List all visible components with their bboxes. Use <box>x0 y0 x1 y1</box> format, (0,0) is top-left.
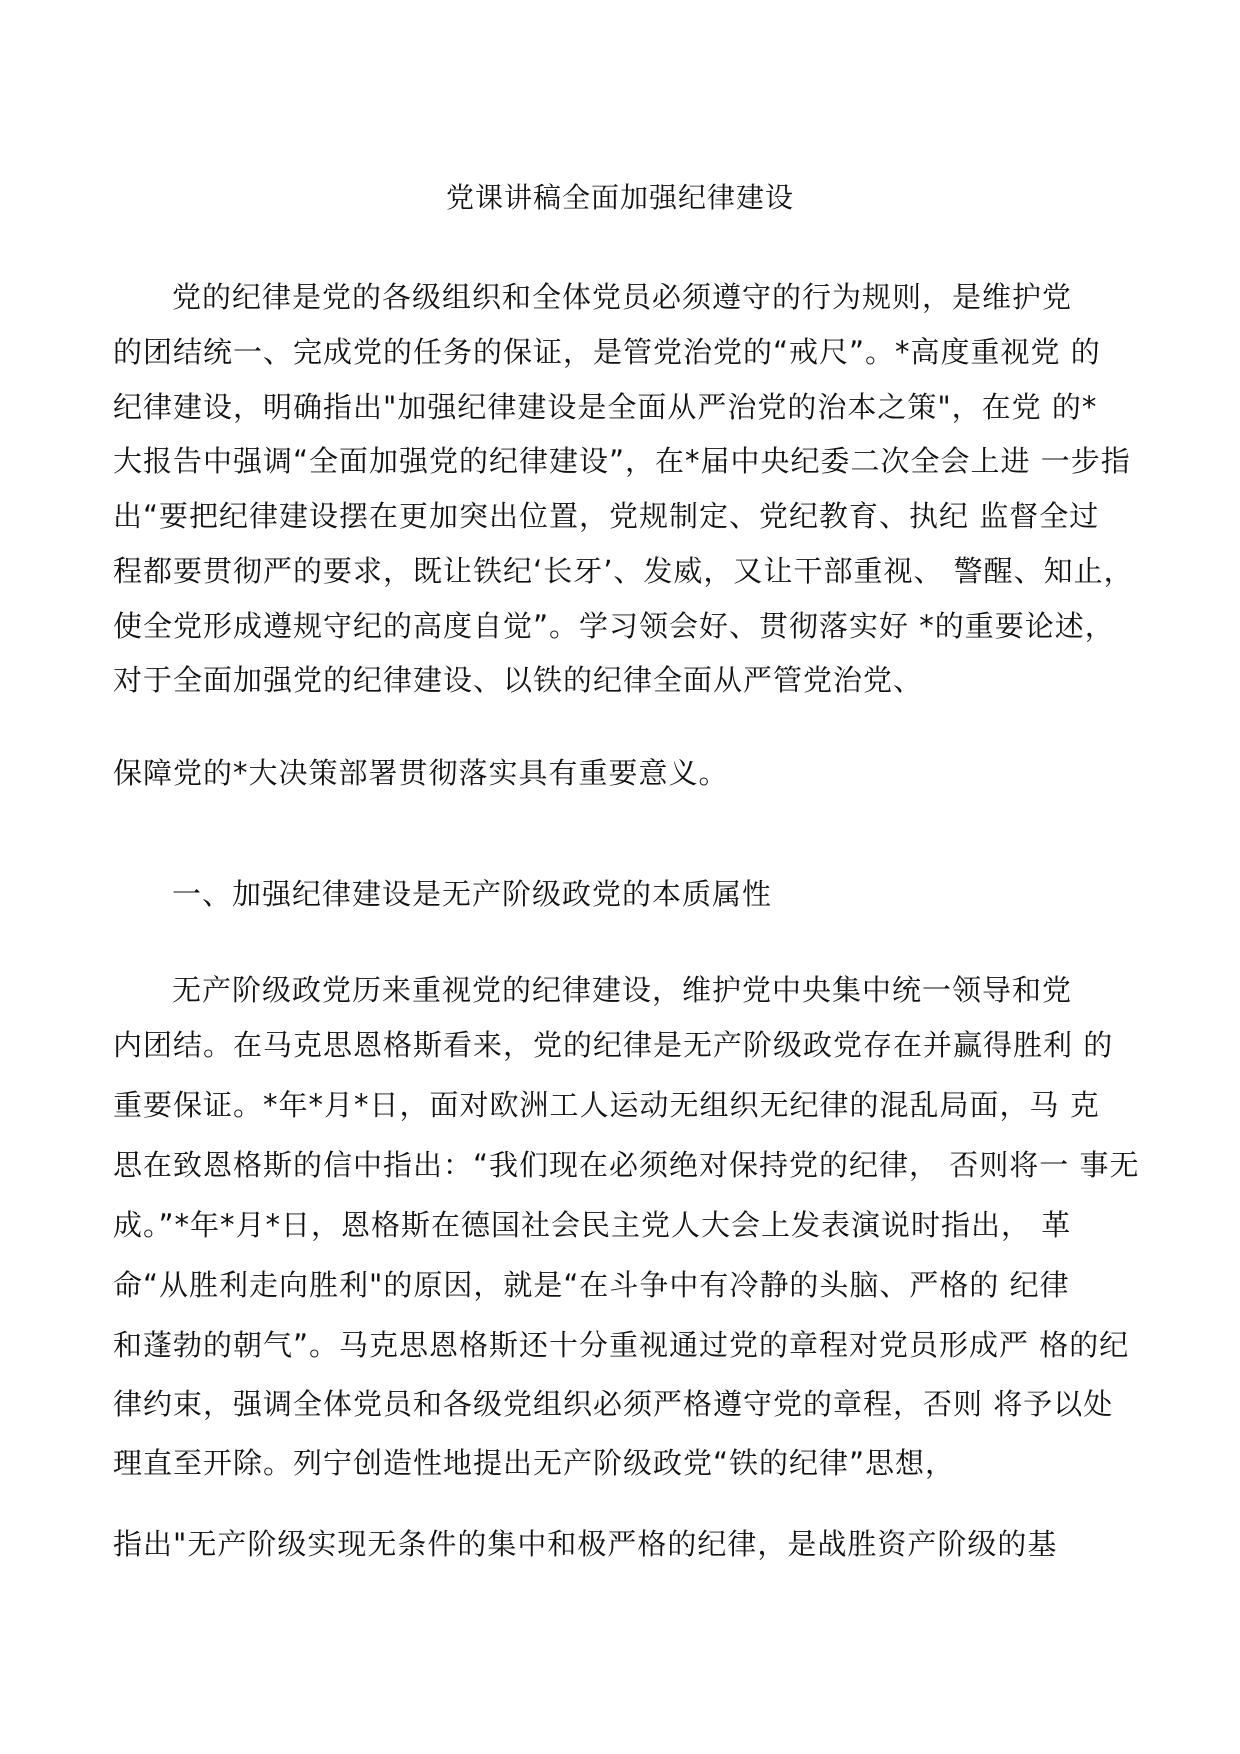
paragraph-line: 理直至开除。列宁创造性地提出无产阶级政党“铁的纪律”思想， <box>113 1446 956 1480</box>
paragraph-line: 命“从胜利走向胜利"的原因，就是“在斗争中有冷静的头脑、严格的 纪律 <box>113 1268 1070 1302</box>
paragraph-line: 对于全面加强党的纪律建设、以铁的纪律全面从严管党治党、 <box>113 663 924 697</box>
paragraph-line: 思在致恩格斯的信中指出：“我们现在必须绝对保持党的纪律， 否则将一 事无 <box>113 1148 1140 1182</box>
paragraph-line: 内团结。在马克思恩格斯看来，党的纪律是无产阶级政党存在并赢得胜利 的 <box>113 1028 1114 1062</box>
paragraph-line: 保障党的*大决策部署贯彻落实具有重要意义。 <box>113 756 729 790</box>
paragraph-line: 程都要贯彻严的要求，既让铁纪‘长牙’、发威，又让干部重视、 警醒、知止， <box>113 554 1134 588</box>
paragraph-line: 重要保证。*年*月*日，面对欧洲工人运动无组织无纪律的混乱局面，马 克 <box>113 1088 1100 1122</box>
paragraph-line: 党的纪律是党的各级组织和全体党员必须遵守的行为规则，是维护党 <box>172 280 1073 314</box>
paragraph-line: 使全党形成遵规守纪的高度自觉”。学习领会好、贯彻落实好 *的重要论述， <box>113 609 1115 643</box>
paragraph-line: 律约束，强调全体党员和各级党组织必须严格遵守党的章程，否则 将予以处 <box>113 1387 1114 1421</box>
paragraph-line: 大报告中强调“全面加强党的纪律建设”，在*届中央纪委二次全会上进 一步指 <box>113 444 1131 478</box>
paragraph-line: 无产阶级政党历来重视党的纪律建设，维护党中央集中统一领导和党 <box>172 973 1073 1007</box>
paragraph-line: 和蓬勃的朝气”。马克思恩格斯还十分重视通过党的章程对党员形成严 格的纪 <box>113 1328 1130 1362</box>
paragraph-line: 指出"无产阶级实现无条件的集中和极严格的纪律，是战胜资产阶级的基 <box>113 1527 1058 1561</box>
section-heading: 一、加强纪律建设是无产阶级政党的本质属性 <box>172 877 773 911</box>
paragraph-line: 出“要把纪律建设摆在更加突出位置，党规制定、党纪教育、执纪 监督全过 <box>113 499 1100 533</box>
paragraph-line: 的团结统一、完成党的任务的保证，是管党治党的“戒尺”。*高度重视党 的 <box>113 335 1101 369</box>
paragraph-line: 纪律建设，明确指出"加强纪律建设是全面从严治党的治本之策"，在党 的* <box>113 390 1098 424</box>
paragraph-line: 成。”*年*月*日，恩格斯在德国社会民主党人大会上发表演说时指出， 革 <box>113 1208 1072 1242</box>
document-title: 党课讲稿全面加强纪律建设 <box>445 181 794 214</box>
